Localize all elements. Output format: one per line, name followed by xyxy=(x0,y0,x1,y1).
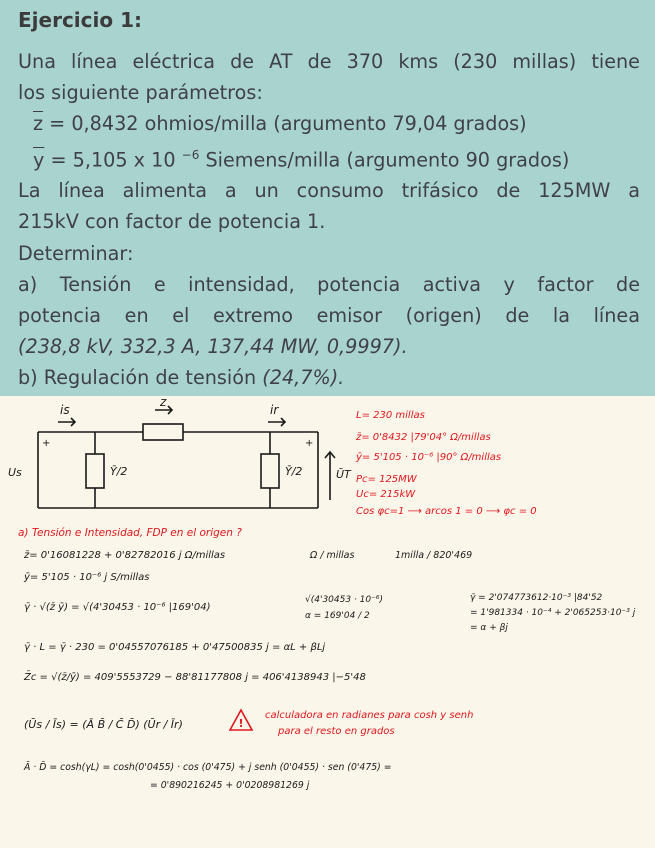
brace-line-1: √(4'30453 · 10⁻⁶) xyxy=(305,595,383,605)
problem-line-8: a) Tensión e intensidad, potencia activa y factor de xyxy=(18,272,640,296)
problem-line-10 xyxy=(18,331,640,362)
solution-ad xyxy=(23,761,392,791)
given-params xyxy=(355,410,537,517)
problem-line-2: los siguiente parámetros: xyxy=(18,81,263,105)
solution-y-rect: ȳ= 5'105 · 10⁻⁶ j S/millas xyxy=(24,572,150,583)
param-cos: Cos φc=1 ⟶ arcos 1 = 0 ⟶ φc = 0 xyxy=(356,506,537,517)
ur-label: ŪT xyxy=(336,468,351,481)
problem-line-11 xyxy=(18,362,640,393)
y-symbol: $\overline{y}$ xyxy=(33,148,45,171)
admittance-text-a: = 5,105 x 10 xyxy=(44,148,182,171)
solution-heading: a) Tensión e Intensidad, FDP en el origen ? xyxy=(18,527,242,539)
z-label: z xyxy=(160,396,167,409)
ir-arrow-icon xyxy=(268,418,285,426)
part-b-label: b) Regulación de tensión xyxy=(18,366,263,390)
solution-a-d: Ā · D̄ = cosh(γL) = cosh(0'0455) · cos (0'475) + j senh (0'0455) · sen (0'475) = xyxy=(24,762,392,773)
admittance-line xyxy=(18,140,640,176)
problem-line-9: potencia en el extremo emisor (origen) de la línea xyxy=(18,304,640,328)
z-symbol: $\overline{z}$ xyxy=(33,112,44,136)
param-power: Pc= 125MW xyxy=(356,474,417,485)
y-half-left-label: Ȳ/2 xyxy=(110,465,128,478)
handwritten-notes xyxy=(0,396,655,848)
problem-body xyxy=(18,46,640,394)
exercise-title: Ejercicio 1: xyxy=(18,8,142,32)
plus-right: + xyxy=(305,438,314,449)
solution-z-rect: z̄= 0'16081228 + 0'82782016 j Ω/millas xyxy=(24,550,226,561)
solution-gamma-length: γ̄ · L = γ̄ · 230 = 0'04557076185 + 0'47500835 j = αL + βLj xyxy=(24,642,326,653)
shunt-admittance-left-box xyxy=(86,454,104,488)
solution-steps xyxy=(23,550,636,731)
series-impedance-box xyxy=(143,424,183,440)
gamma-result-2: = 1'981334 · 10⁻⁴ + 2'065253·10⁻³ j xyxy=(470,608,636,618)
admittance-exponent: −6 xyxy=(181,147,200,162)
param-y: ȳ= 5'105 · 10⁻⁶ |90° Ω/millas xyxy=(356,452,502,463)
gamma-result-3: = α + βj xyxy=(470,623,508,633)
shunt-admittance-right-box xyxy=(261,454,279,488)
answer-b: (24,7%). xyxy=(262,366,345,390)
abcd-matrix: (Ūs / Īs) = (Ā B̄ / C̄ D̄) (Ūr / Īr) xyxy=(24,718,183,731)
units-note-a: Ω / millas xyxy=(310,550,355,561)
pi-circuit-diagram xyxy=(38,406,335,508)
warning-text-1: calculadora en radianes para cosh y senh xyxy=(265,710,474,721)
impedance-line xyxy=(18,108,640,139)
answers-a: (238,8 kV, 332,3 A, 137,44 MW, 0,9997). xyxy=(18,335,408,359)
param-voltage: Uc= 215kW xyxy=(356,489,416,500)
problem-statement xyxy=(0,0,655,396)
problem-line-5: La línea alimenta a un consumo trifásico de 125MW a xyxy=(18,179,640,203)
impedance-text: = 0,8432 ohmios/milla (argumento 79,04 grados) xyxy=(43,112,527,136)
param-z: z̄= 0'8432 |79'04° Ω/millas xyxy=(356,432,491,443)
problem-line-6: 215kV con factor de potencia 1. xyxy=(18,210,326,234)
brace-line-2: α = 169'04 / 2 xyxy=(305,611,370,621)
is-arrow-icon xyxy=(58,418,75,426)
gamma-result-1: γ̄ = 2'074773612·10⁻³ |84'52 xyxy=(470,593,603,603)
notes-drawing xyxy=(0,396,655,848)
warning-exclamation-icon: ! xyxy=(238,717,244,730)
solution-zc: Z̄c = √(z̄/ȳ) = 409'5553729 − 88'81177808 j = 406'4138943 |−5'48 xyxy=(24,672,366,683)
units-note-b: 1milla / 820'469 xyxy=(395,550,473,561)
y-half-right-label: Ȳ/2 xyxy=(285,465,303,478)
solution-a-d-result: = 0'890216245 + 0'0208981269 j xyxy=(150,780,310,791)
us-label: Us xyxy=(8,466,22,479)
solution-gamma: γ̄ · √(z̄ ȳ) = √(4'30453 · 10⁻⁶ |169'04) xyxy=(24,602,211,613)
warning-note xyxy=(230,710,473,737)
is-label: is xyxy=(60,403,70,417)
warning-text-2: para el resto en grados xyxy=(278,726,395,737)
param-length: L= 230 millas xyxy=(356,410,425,421)
problem-line-7: Determinar: xyxy=(18,241,134,265)
admittance-text-b: Siemens/milla (argumento 90 grados) xyxy=(199,148,570,171)
problem-line-1: Una línea eléctrica de AT de 370 kms (230 millas) tiene xyxy=(18,50,640,73)
plus-left: + xyxy=(42,438,51,449)
ir-label: ir xyxy=(270,403,279,417)
